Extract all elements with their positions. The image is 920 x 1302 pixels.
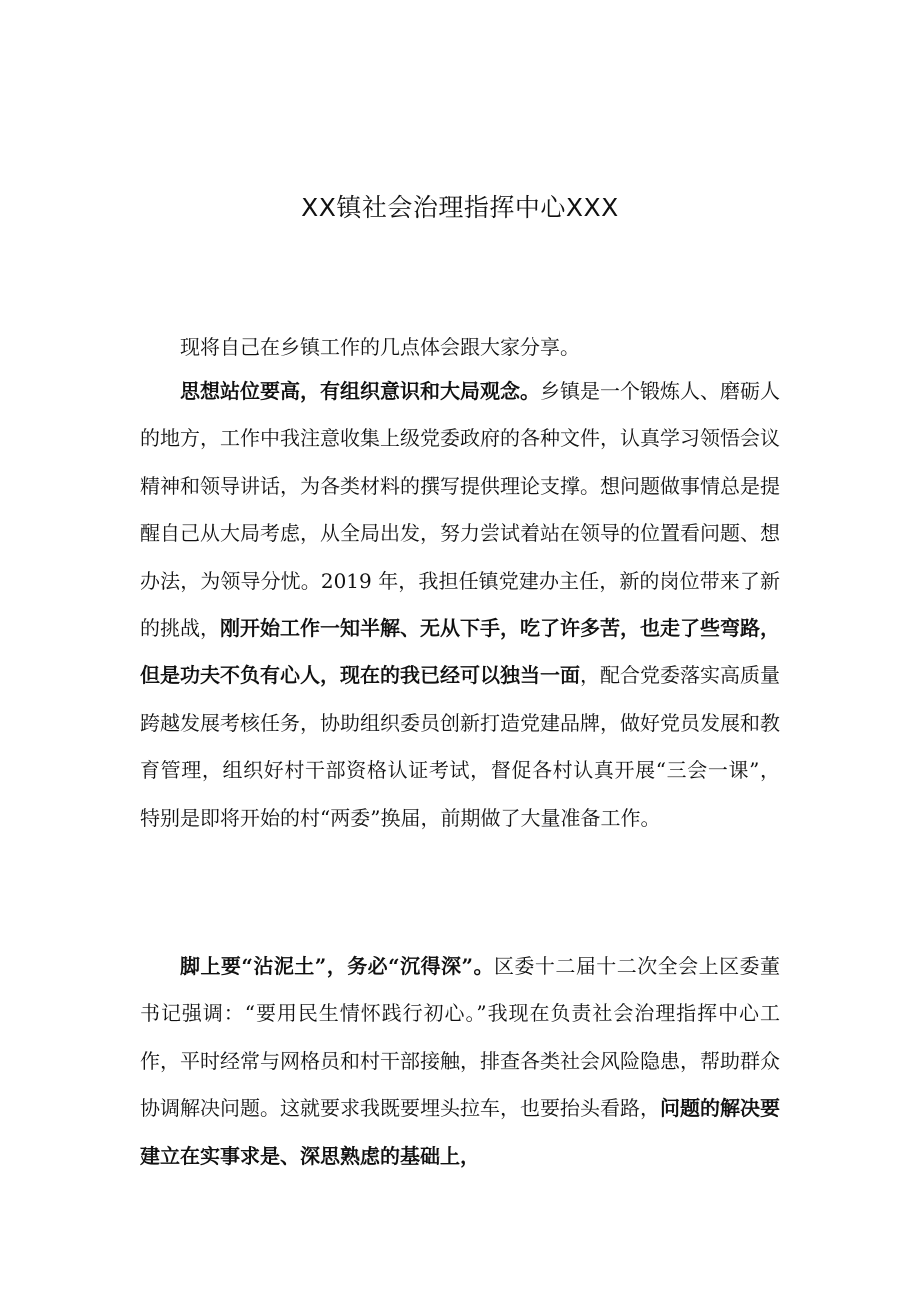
paragraph-grassroots-heading: 脚上要“沾泥土”，务必“沉得深”。 [180,954,494,978]
paragraph-ideology [140,368,780,842]
intro-paragraph: 现将自己在乡镇工作的几点体会跟大家分享。 [180,335,580,359]
paragraph-grassroots [140,943,780,1180]
document-title: XX镇社会治理指挥中心XXX [301,193,619,222]
paragraph-grassroots-emphasis: 问题的解决要建立在实事求是、深思熟虑的基础上， [140,1096,780,1168]
paragraph-grassroots-text-a: 区委十二届十二次全会上区委董书记强调：“要用民生情怀践行初心。”我现在负责社会治理指挥中心工作，平时经常与网格员和村干部接触，排查各类社会风险隐患，帮助群众协调解决问题。这就要求我既要埋头拉车，也要抬头看路， [140,954,781,1121]
paragraph-ideology-text-a: 乡镇是一个锻炼人、磨砺人的地方，工作中我注意收集上级党委政府的各种文件，认真学习领悟会议精神和领导讲话，为各类材料的撰写提供理论支撑。想问题做事情总是提醒自己从大局考虑，从全局出发，努力尝试着站在领导的位置看问题、想办法，为领导分忧。2019 年，我担任镇党建办主任，新的岗位带来了新的挑战， [140,379,780,641]
paragraph-ideology-heading: 思想站位要高，有组织意识和大局观念。 [180,379,540,403]
paragraph-ideology-emphasis: 刚开始工作一知半解、无从下手，吃了许多苦，也走了些弯路，但是功夫不负有心人，现在的我已经可以独当一面 [140,616,780,688]
paragraph-ideology-text-b: ，配合党委落实高质量跨越发展考核任务，协助组织委员创新打造党建品牌，做好党员发展和教育管理，组织好村干部资格认证考试，督促各村认真开展“三会一课”，特别是即将开始的村“两委”换届，前期做了大量准备工作。 [140,663,780,830]
